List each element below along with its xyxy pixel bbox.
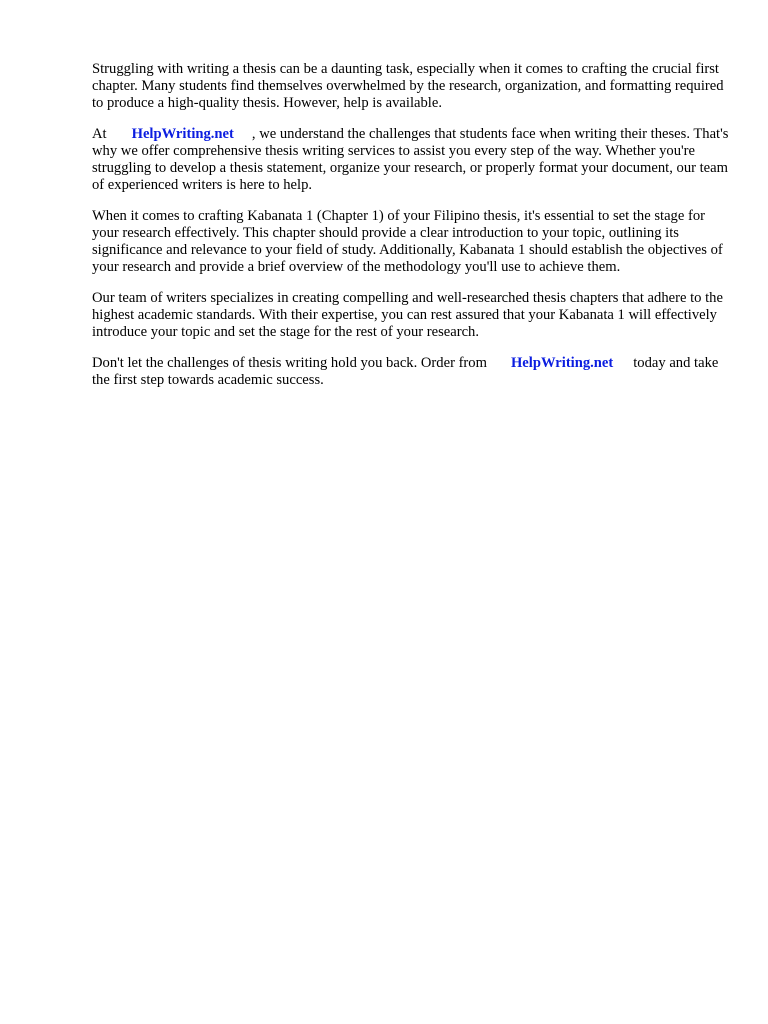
- helpwriting-order-link[interactable]: HelpWriting.net: [510, 355, 614, 371]
- paragraph-order-lead: Don't let the challenges of thesis writing hold you back. Order from: [92, 355, 487, 371]
- paragraph-order-text: today and take the first step towards academic success.: [92, 355, 719, 388]
- paragraph-kabanata-text: When it comes to crafting Kabanata 1 (Chapter 1) of your Filipino thesis, it's essential to set the stage for your research effectively. This chapter should provide a clear introduction to your topic, outlining its significance and relevance to your field of study. Additionally, Kabanata 1 should establish the objectives of your research and provide a brief overview of the methodology you'll use to achieve them.: [92, 208, 723, 275]
- paragraph-services: [92, 126, 732, 194]
- paragraph-intro: [92, 61, 732, 112]
- paragraph-services-text: , we understand the challenges that students face when writing their theses. That's why we offer comprehensive thesis writing services to assist you every step of the way. Whether you're struggling to develop a thesis statement, organize your research, or properly format your document, our team of experienced writers is here to help.: [92, 126, 729, 193]
- helpwriting-link[interactable]: HelpWriting.net: [131, 126, 234, 142]
- paragraph-intro-text: Struggling with writing a thesis can be a daunting task, especially when it comes to crafting the crucial first chapter. Many students find themselves overwhelmed by the research, organization, and formatting required to produce a high-quality thesis. However, help is available.: [92, 61, 724, 111]
- document-body: [92, 61, 732, 403]
- paragraph-services-lead: At: [92, 126, 107, 142]
- paragraph-kabanata: [92, 208, 732, 276]
- paragraph-team: [92, 290, 732, 341]
- paragraph-team-text: Our team of writers specializes in creating compelling and well-researched thesis chapters that adhere to the highest academic standards. With their expertise, you can rest assured that your Kabanata 1 will effectively introduce your topic and set the stage for the rest of your research.: [92, 290, 723, 340]
- paragraph-order: [92, 355, 732, 389]
